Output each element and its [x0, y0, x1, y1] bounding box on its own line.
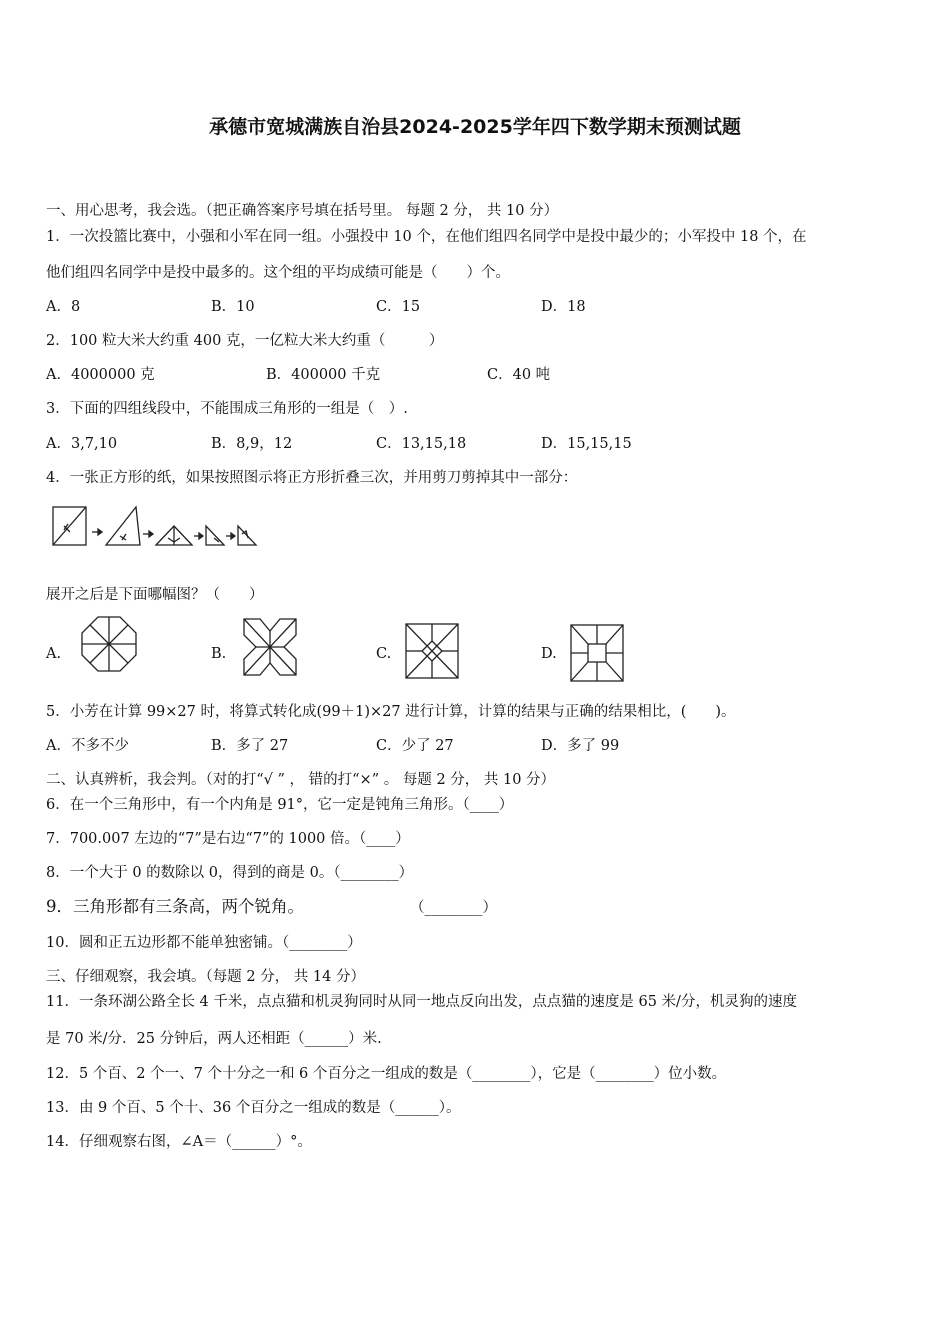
q1-option-b: B．10: [211, 299, 255, 315]
q11-line2: 是 70 米/分．25 分钟后，两人还相距（______）米.: [46, 1031, 382, 1047]
q13-text: 13．由 9 个百、5 个十、36 个百分之一组成的数是（______）。: [46, 1100, 461, 1116]
q11-line1: 11．一条环湖公路全长 4 千米，点点猫和机灵狗同时从同一地点反向出发，点点猫的速度是 65 米/分，机灵狗的速度: [46, 994, 797, 1010]
option-a-octagon-figure: [80, 615, 138, 673]
q4-option-d: D.: [541, 646, 557, 662]
q1-line1: 1．一次投篮比赛中，小强和小军在同一组。小强投中 10 个，在他们组四名同学中是投中最少的；小军投中 18 个，在: [46, 229, 807, 245]
page-title: 承德市宽城满族自治县2024-2025学年四下数学期末预测试题: [209, 116, 741, 138]
q3-option-b: B．8,9，12: [211, 436, 293, 452]
section3-header: 三、仔细观察，我会填。（每题 2 分， 共 14 分）: [46, 969, 365, 985]
q1-option-a: A．8: [46, 299, 81, 315]
q5-option-d: D．多了 99: [541, 738, 620, 754]
q4-option-b: B.: [211, 646, 227, 662]
section1-header: 一、用心思考，我会选。（把正确答案序号填在括号里。 每题 2 分， 共 10 分）: [46, 203, 559, 219]
q3-text: 3．下面的四组线段中，不能围成三角形的一组是（ ）.: [46, 401, 408, 417]
q5-option-c: C．少了 27: [376, 738, 454, 754]
fold-line-diagonal: [53, 507, 86, 545]
q2-option-b: B．400000 千克: [266, 367, 381, 383]
q4-option-c: C.: [376, 646, 392, 662]
q8-text: 8．一个大于 0 的数除以 0，得到的商是 0。（________）: [46, 865, 414, 881]
q14-text: 14．仔细观察右图，∠A＝（______）°。: [46, 1134, 312, 1150]
q12-text: 12．5 个百、2 个一、7 个十分之一和 6 个百分之一组成的数是（________），它是（________）位小数。: [46, 1066, 727, 1082]
q10-text: 10．圆和正五边形都不能单独密铺。（________）: [46, 935, 362, 951]
q5-text: 5．小芳在计算 99×27 时，将算式转化成(99＋1)×27 进行计算，计算的结果与正确的结果相比，( )。: [46, 704, 736, 720]
folding-sequence-figure: [48, 502, 262, 552]
q5-option-a: A．不多不少: [46, 738, 129, 754]
q6-text: 6．在一个三角形中，有一个内角是 91°，它一定是钝角三角形。（____）: [46, 797, 514, 813]
q3-option-a: A．3,7,10: [46, 436, 118, 452]
q4-text: 4．一张正方形的纸，如果按照图示将正方形折叠三次，并用剪刀剪掉其中一部分：: [46, 470, 578, 486]
q2-option-c: C．40 吨: [487, 367, 551, 383]
q1-line2: 他们组四名同学中是投中最多的。这个组的平均成绩可能是（ ）个。: [46, 265, 510, 281]
q2-text: 2．100 粒大米大约重 400 克，一亿粒大米大约重（ ）: [46, 333, 444, 349]
option-b-notched-figure: [242, 617, 298, 677]
q2-option-a: A．4000000 克: [46, 367, 155, 383]
q3-option-d: D．15,15,15: [541, 436, 632, 452]
fold-step-triangle-small: [206, 526, 224, 545]
q9-blank: （________）: [410, 900, 497, 916]
q4-option-a: A.: [46, 646, 62, 662]
option-d-square-center-figure: [569, 623, 625, 683]
q4-question: 展开之后是下面哪幅图？（ ）: [46, 587, 264, 603]
section2-header: 二、认真辨析，我会判。（对的打“√ ” ， 错的打“×” 。 每题 2 分， 共 10 分）: [46, 772, 556, 788]
fold-arrow-mark-2: [120, 534, 126, 540]
q9-text: 9．三角形都有三条高，两个锐角。: [46, 897, 304, 916]
q5-option-b: B．多了 27: [211, 738, 289, 754]
q1-option-d: D．18: [541, 299, 586, 315]
q3-option-c: C．13,15,18: [376, 436, 467, 452]
q7-text: 7．700.007 左边的“7”是右边“7”的 1000 倍。（____）: [46, 831, 410, 847]
option-c-square-diamond-figure: [404, 622, 460, 680]
q1-option-c: C．15: [376, 299, 421, 315]
